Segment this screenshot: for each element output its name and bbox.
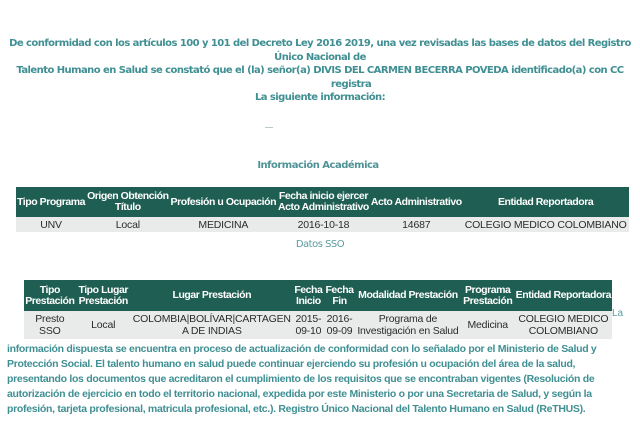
cell-profesion: MEDICINA — [170, 217, 277, 232]
intro-line-1: De conformidad con los artículos 100 y 101 del Decreto Ley 2016 2019, una vez revisadas las bases de datos del Registro Único Nacional de — [9, 38, 631, 63]
col-fecha-inicio: Fecha inicio ejercer Acto Administrativo — [277, 187, 370, 217]
cell-tipo-lugar: Local — [76, 311, 131, 339]
section-title-academica: Información Académica — [257, 160, 379, 171]
col-programa-prestacion: Programa Prestación — [461, 280, 515, 311]
cell-fecha-fin: 2016- 09-09 — [324, 311, 355, 339]
cell-entidad: COLEGIO MEDICO COLOMBIANO — [464, 218, 627, 231]
col-acto-administrativo: Acto Administrativo — [370, 187, 463, 217]
col-fecha-fin: Fecha Fin — [324, 280, 355, 311]
sso-header-row — [24, 280, 612, 311]
intro-paragraph — [0, 37, 640, 105]
cell-tipo-programa: UNV — [16, 217, 86, 232]
intro-line-2 — [0, 64, 640, 91]
redacted-id — [269, 79, 331, 88]
col-lugar-prestacion: Lugar Prestación — [131, 280, 293, 311]
cell-programa: Medicina — [461, 311, 515, 339]
cell-acto: 14687 — [370, 217, 463, 232]
sso-table — [24, 280, 612, 339]
academic-info-table — [16, 187, 629, 232]
cell-fecha-inicio: 2016-10-18 — [277, 217, 370, 232]
cell-lugar-prestacion: COLOMBIA|BOLÍVAR|CARTAGEN A DE INDIAS — [132, 313, 291, 337]
col-modalidad: Modalidad Prestación — [355, 280, 461, 311]
update-notice: información dispuesta se encuentra en proceso de actualización de conformidad con lo señalado por el Ministerio de Salud y Protección Social. El talento humano en salud puede continuar ejerciendo su profesión u ocupación del área de la salud, presentando los documentos que acreditaron el cumplimiento de los requisitos que se encontraban vigentes (Resolución de autorización de ejercicio en todo el territorio nacional, expedida por este Ministerio o por una Secretaria de Salud, y según la profesión, tarjeta profesional, matricula profesional, etc.). Registro Único Nacional del Talento Humano en Salud (ReTHUS). — [7, 343, 597, 415]
col-tipo-prestacion: Tipo Prestación — [24, 280, 76, 311]
col-tipo-programa: Tipo Programa — [16, 187, 86, 217]
notice-lead-word: La — [612, 308, 624, 319]
cell-entidad: COLEGIO MEDICO COLOMBIANO — [515, 311, 612, 339]
intro-line-2-after: registra — [330, 78, 372, 90]
cell-origen: Local — [86, 217, 169, 232]
col-profesion: Profesión u Ocupación — [170, 187, 277, 217]
col-tipo-lugar: Tipo Lugar Prestación — [76, 280, 131, 311]
table-row — [16, 217, 629, 232]
cell-modalidad: Programa de Investigación en Salud — [355, 311, 461, 339]
table-row — [24, 311, 612, 339]
intro-line-3: La siguiente información: — [254, 92, 386, 103]
cell-tipo-prestacion: Presto SSO — [24, 311, 76, 339]
cell-fecha-inicio: 2015- 09-10 — [293, 311, 324, 339]
academic-header-row — [16, 187, 629, 217]
intro-line-2-before: Talento Humano en Salud se constató que el (la) señor(a) DIVIS DEL CARMEN BECERRA POVEDA identificado(a) con CC — [16, 65, 624, 76]
decorative-mark — [265, 127, 273, 128]
col-entidad-reportadora: Entidad Reportadora — [515, 280, 612, 311]
col-entidad-reportadora: Entidad Reportadora — [463, 187, 629, 217]
section-title-sso: Datos SSO — [295, 239, 345, 250]
col-origen-obtencion: Origen Obtención Título — [86, 187, 169, 217]
col-fecha-inicio: Fecha Inicio — [293, 280, 324, 311]
